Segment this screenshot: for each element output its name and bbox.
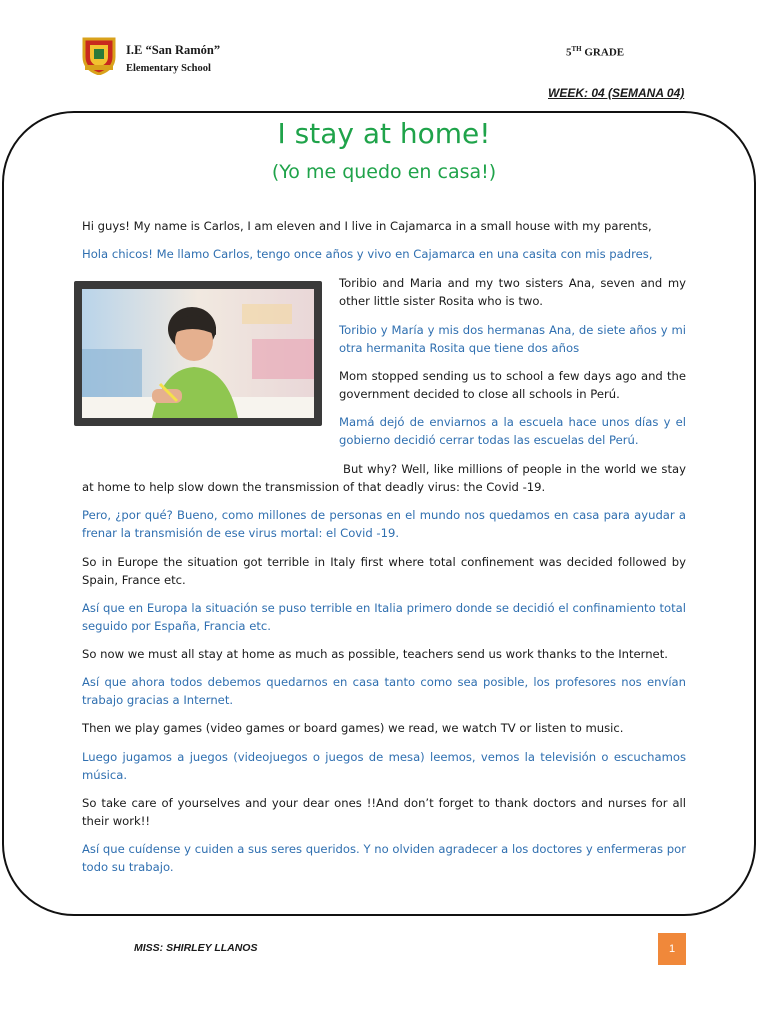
page-subtitle: (Yo me quedo en casa!)	[271, 161, 497, 183]
grade-number: 5	[566, 46, 572, 59]
paragraph-7-spanish: Luego jugamos a juegos (videojuegos o juegos de mesa) leemos, vemos la televisión o escuchamos música.	[82, 750, 686, 782]
paragraph-1-english: Hi guys! My name is Carlos, I am eleven and I live in Cajamarca in a small house with my parents,	[82, 219, 652, 233]
grade-suffix: TH	[571, 45, 582, 53]
paragraph-4-spanish: Pero, ¿por qué? Bueno, como millones de personas en el mundo nos quedamos en casa para ayudar a frenar la transmisión de ese virus mortal: el Covid -19.	[82, 508, 686, 540]
paragraph-8-english: So take care of yourselves and your dear ones !!And don’t forget to thank doctors and nurses for all their work!!	[82, 796, 686, 828]
paragraph-5-spanish: Así que en Europa la situación se puso terrible en Italia primero donde se decidió el confinamiento total seguido por España, Francia etc.	[82, 601, 686, 633]
paragraph-6-english: So now we must all stay at home as much as possible, teachers send us work thanks to the Internet.	[82, 647, 668, 661]
paragraph-8-spanish: Así que cuídense y cuiden a sus seres queridos. Y no olviden agradecer a los doctores y enfermeras por todo su trabajo.	[82, 842, 686, 874]
teacher-name: MISS: SHIRLEY LLANOS	[134, 942, 258, 954]
school-subtitle: Elementary School	[126, 63, 211, 74]
school-name: I.E “San Ramón”	[126, 43, 221, 57]
page-title: I stay at home!	[277, 117, 491, 150]
school-crest-logo	[80, 35, 118, 75]
week-label: WEEK: 04 (SEMANA 04)	[548, 86, 685, 100]
page-number: 1	[658, 933, 686, 965]
grade-word: GRADE	[584, 46, 625, 59]
paragraph-3-spanish: Mamá dejó de enviarnos a la escuela hace unos días y el gobierno decidió cerrar todas las escuelas del Perú.	[339, 415, 686, 447]
paragraph-4-english: But why? Well, like millions of people in the world we stay at home to help slow down the transmission of that deadly virus: the Covid -19.	[82, 462, 686, 494]
paragraph-6-spanish: Así que ahora todos debemos quedarnos en casa tanto como sea posible, los profesores nos envían trabajo gracias a Internet.	[82, 675, 686, 707]
paragraph-5-english: So in Europe the situation got terrible in Italy first where total confinement was decided followed by Spain, France etc.	[82, 555, 686, 587]
paragraph-2-english: Toribio and Maria and my two sisters Ana, seven and my other little sister Rosita who is two.	[339, 276, 686, 308]
paragraph-1-spanish: Hola chicos! Me llamo Carlos, tengo once años y vivo en Cajamarca en una casita con mis padres,	[82, 247, 653, 261]
grade-label	[566, 45, 624, 59]
paragraph-7-english: Then we play games (video games or board games) we read, we watch TV or listen to music.	[82, 721, 624, 735]
paragraph-3-english: Mom stopped sending us to school a few days ago and the government decided to close all schools in Perú.	[339, 369, 686, 401]
paragraph-2-spanish: Toribio y María y mis dos hermanas Ana, de siete años y mi otra hermanita Rosita que tiene dos años	[339, 323, 686, 355]
boy-studying-photo	[74, 281, 322, 426]
